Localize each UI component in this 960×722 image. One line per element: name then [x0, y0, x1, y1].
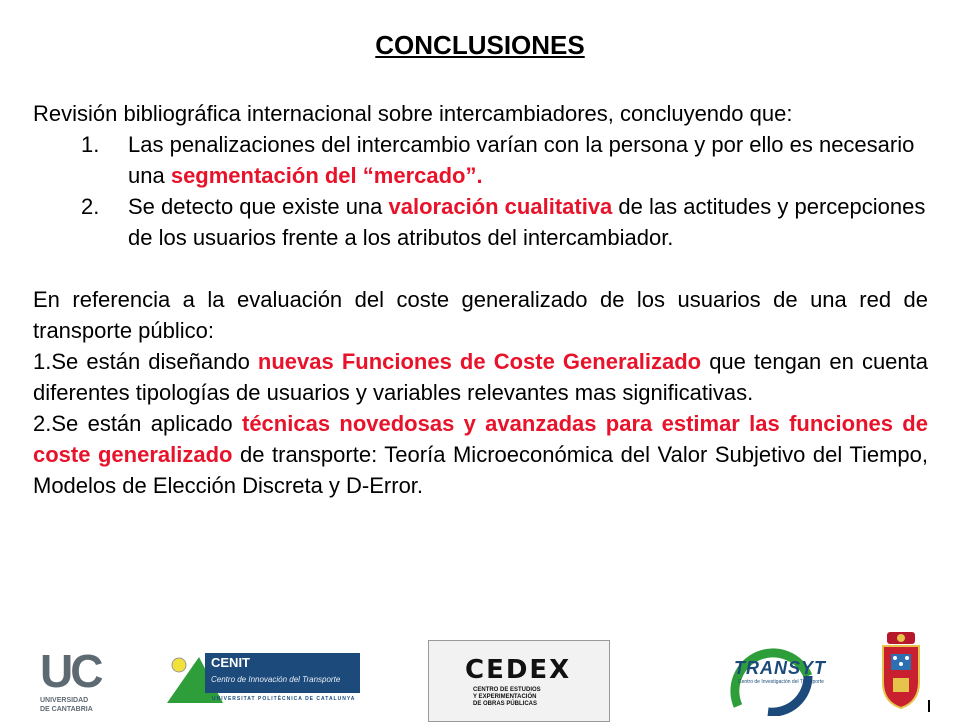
cedex-line2: Y EXPERIMENTACIÓN [473, 694, 537, 700]
finding-highlight: segmentación del “mercado”. [170, 163, 483, 188]
finding-highlight: valoración cualitativa [388, 194, 613, 219]
cost-item-text-after: que tengan en cuenta diferentes tipologías de usuarios y variables relevantes mas significativas. [33, 349, 929, 405]
finding-text: Se detecto que existe una [128, 194, 389, 219]
intro-text: Revisión bibliográfica internacional sobre intercambiadores, concluyendo que: [33, 101, 793, 126]
cedex-subtitle [473, 687, 541, 708]
main-content [33, 98, 928, 501]
logo-strip [0, 630, 960, 720]
cenit-university: UNIVERSITAT POLITÈCNICA DE CATALUNYA [212, 696, 356, 702]
transyt-mark: TRANSYT [734, 658, 826, 678]
page-title: CONCLUSIONES [375, 30, 585, 60]
cost-item-highlight: técnicas novedosas y avanzadas para estimar las funciones de coste generalizado [33, 411, 928, 467]
uc-logo-mark: UC [40, 645, 101, 697]
cost-item [33, 408, 928, 501]
cost-item-highlight: nuevas Funciones de Coste Generalizado [257, 349, 702, 374]
finding-item [33, 191, 928, 253]
cost-intro: En referencia a la evaluación del coste generalizado de los usuarios de una red de transporte público: [33, 287, 928, 343]
cedex-logo [428, 640, 610, 722]
transyt-logo [718, 636, 838, 716]
finding-number: 1. [81, 132, 100, 157]
finding-text: Las penalizaciones del intercambio varían con la persona y por ello es necesario una [128, 132, 915, 188]
coat-of-arms-icon [877, 630, 925, 710]
cost-item-text: 2.Se están aplicado [33, 411, 242, 436]
cedex-line1: CENTRO DE ESTUDIOS [473, 687, 541, 693]
cost-item [33, 346, 928, 408]
cedex-line3: DE OBRAS PÚBLICAS [473, 701, 538, 707]
finding-text-after: de las actitudes y percepciones de los usuarios frente a los atributos del intercambiador. [128, 194, 926, 250]
cenit-logo [165, 653, 370, 705]
corner-mark [928, 700, 930, 712]
cenit-tagline: Centro de Innovación del Transporte [211, 675, 341, 684]
findings-list [33, 129, 928, 253]
uc-logo [40, 645, 110, 718]
uc-logo-line1: UNIVERSIDAD [40, 697, 89, 704]
cenit-name: CENIT [211, 655, 250, 670]
finding-number: 2. [81, 194, 100, 219]
finding-item [33, 129, 928, 191]
uc-logo-line2: DE CANTABRIA [40, 706, 93, 713]
cost-item-text-after: de transporte: Teoría Microeconómica del Valor Subjetivo del Tiempo, Modelos de Elección Discreta y D-Error. [33, 442, 928, 498]
cedex-mark: CEDEX [465, 655, 572, 685]
cost-item-text: 1.Se están diseñando [33, 349, 258, 374]
transyt-tagline: Centro de Investigación del Transporte [738, 679, 824, 685]
